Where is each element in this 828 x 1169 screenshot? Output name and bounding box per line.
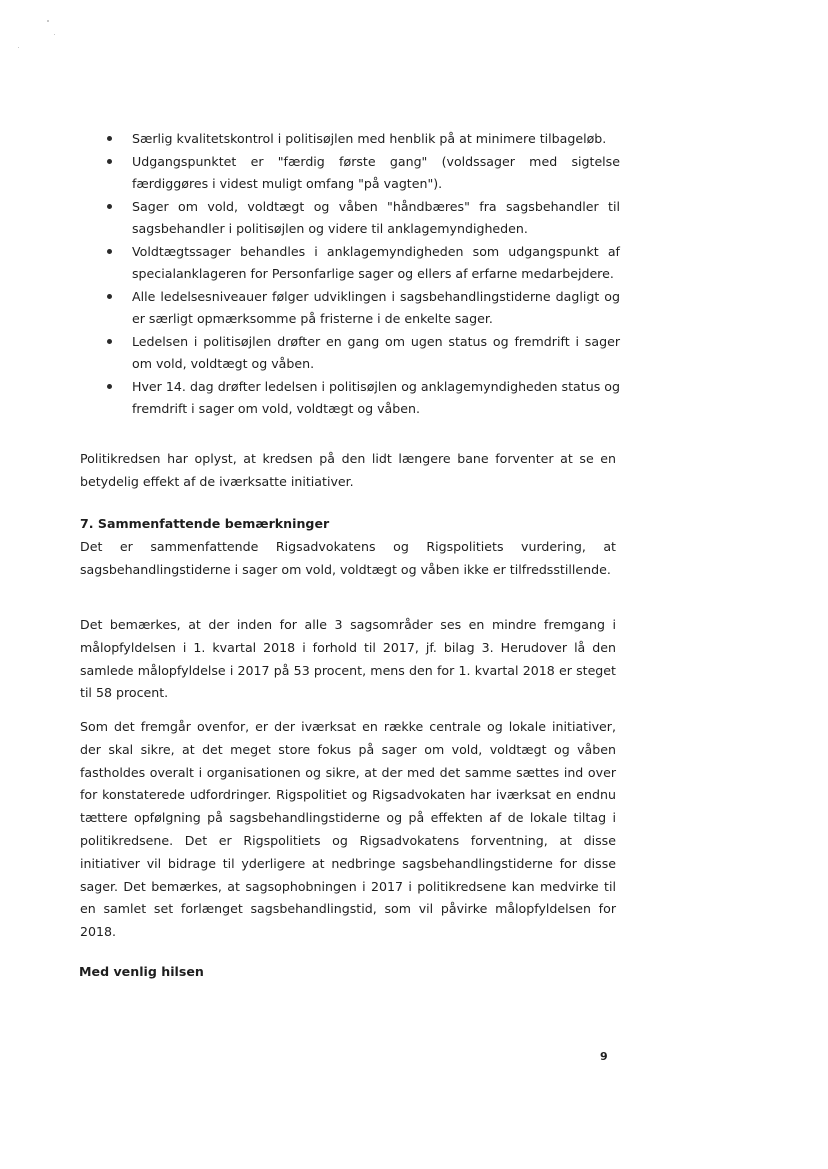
bullet-text: Voldtægtssager behandles i anklagemyndigheden som udgangspunkt af specialanklageren for Personfarlige sager og ellers af erfarne medarbejdere.	[132, 243, 620, 281]
bullet-dot-icon	[107, 249, 112, 254]
bullet-item	[100, 331, 620, 376]
initiatives-bullet-list	[100, 128, 620, 421]
bullet-dot-icon	[107, 136, 112, 141]
bullet-item	[100, 128, 620, 151]
bullet-text: Hver 14. dag drøfter ledelsen i politisøjlen og anklagemyndigheden status og fremdrift i sager om vold, voldtægt og våben.	[132, 378, 620, 416]
bullet-item	[100, 286, 620, 331]
scan-speck	[47, 20, 49, 22]
scan-speck	[18, 47, 19, 48]
bullet-text: Ledelsen i politisøjlen drøfter en gang om ugen status og fremdrift i sager om vold, voldtægt og våben.	[132, 333, 620, 371]
bullet-text: Sager om vold, voldtægt og våben "håndbæres" fra sagsbehandler til sagsbehandler i politisøjlen og videre til anklagemyndigheden.	[132, 198, 620, 236]
bullet-text: Alle ledelsesniveauer følger udviklingen i sagsbehandlingstiderne dagligt og er særligt opmærksomme på fristerne i de enkelte sager.	[132, 288, 620, 326]
bullet-item	[100, 196, 620, 241]
closing-salutation: Med venlig hilsen	[79, 964, 204, 979]
scan-speck	[54, 34, 55, 35]
page-number: 9	[600, 1050, 608, 1063]
bullet-dot-icon	[107, 384, 112, 389]
bullet-item	[100, 151, 620, 196]
initiatives-paragraph: Som det fremgår ovenfor, er der iværksat en række centrale og lokale initiativer, der skal sikre, at det meget store fokus på sager om vold, voldtægt og våben fastholdes overalt i organisationen og sikre, at der med det samme sættes ind over for konstaterede udfordringer. Rigspolitiet og Rigsadvokaten har iværksat en endnu tættere opfølgning på sagsbehandlingstiderne og på effekten af de lokale tiltag i politikredsene. Det er Rigspolitiets og Rigsadvokatens forventning, at disse initiativer vil bidrage til yderligere at nedbringe sagsbehandlingstiderne for disse sager. Det bemærkes, at sagsophobningen i 2017 i politikredsene kan medvirke til en samlet set forlænget sagsbehandlingstid, som vil påvirke målopfyldelsen for 2018.	[80, 719, 616, 940]
summary-paragraph: Det er sammenfattende Rigsadvokatens og Rigspolitiets vurdering, at sagsbehandlingstiderne i sager om vold, voldtægt og våben ikke er tilfredsstillende.	[80, 539, 616, 577]
progress-paragraph: Det bemærkes, at der inden for alle 3 sagsområder ses en mindre fremgang i målopfyldelsen i 1. kvartal 2018 i forhold til 2017, jf. bilag 3. Herudover lå den samlede målopfyldelse i 2017 på 53 procent, mens den for 1. kvartal 2018 er steget til 58 procent.	[80, 617, 616, 701]
bullet-item	[100, 241, 620, 286]
bullet-dot-icon	[107, 204, 112, 209]
bullet-item	[100, 376, 620, 421]
bullet-dot-icon	[107, 294, 112, 299]
bullet-dot-icon	[107, 339, 112, 344]
intro-paragraph: Politikredsen har oplyst, at kredsen på den lidt længere bane forventer at se en betydelig effekt af de iværksatte initiativer.	[80, 451, 616, 489]
section-heading: 7. Sammenfattende bemærkninger	[80, 516, 330, 531]
bullet-text: Udgangspunktet er "færdig første gang" (voldssager med sigtelse færdiggøres i videst muligt omfang "på vagten").	[132, 153, 620, 191]
bullet-dot-icon	[107, 159, 112, 164]
bullet-text: Særlig kvalitetskontrol i politisøjlen med henblik på at minimere tilbageløb.	[132, 131, 607, 146]
